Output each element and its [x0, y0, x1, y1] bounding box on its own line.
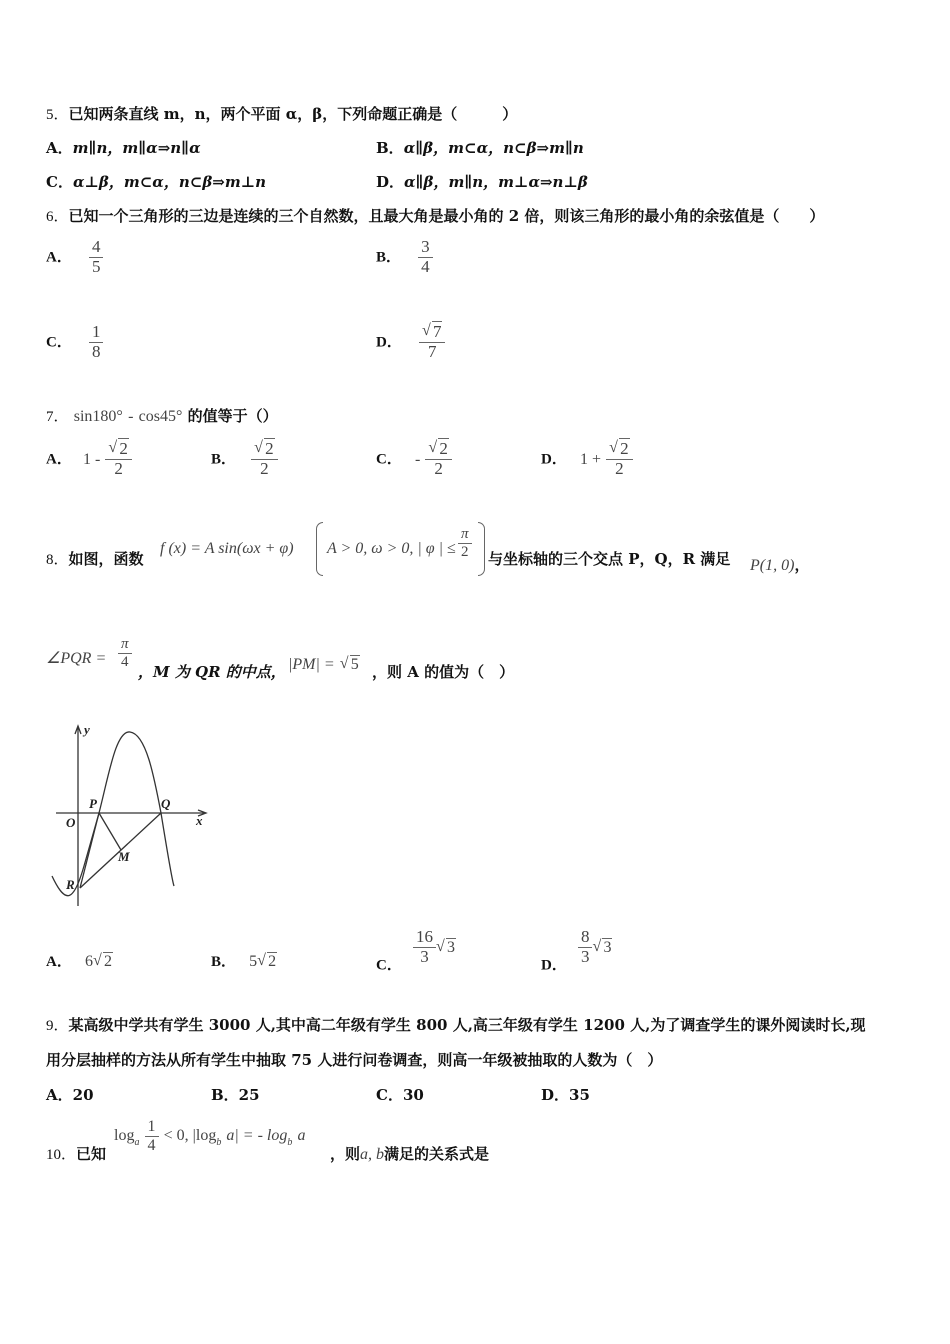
q10-expression: $\log_a$ $\frac{1}{4}$ < 0, $|\log_b$ a| = - $\log_b a$	[114, 1118, 306, 1154]
q6-option-b: B． $\frac{3}{4}$	[376, 238, 433, 276]
q8-stem-line2-mid: ，M 为 QR 的中点，	[138, 663, 286, 681]
q8-condition: A > 0, ω > 0, | φ | ≤	[327, 540, 456, 557]
q5-stem	[46, 103, 517, 124]
q5-number: 5．	[46, 107, 69, 123]
q5-option-c: C．α⊥β，m⊂α，n⊂β⇒m⊥n	[46, 173, 267, 191]
q5-option-a: A．m∥n，m∥α⇒n∥α	[46, 139, 201, 157]
q9-option-a: A．20	[46, 1086, 94, 1104]
q6-option-d: D． √ $\frac{7}{7}$	[376, 323, 445, 361]
q7-expr-sin: sin180°	[73, 408, 123, 425]
q8-right-paren	[478, 522, 485, 576]
q9-option-b: B．25	[211, 1086, 260, 1104]
q5-option-d: D．α∥β，m∥n，m⊥α⇒n⊥β	[376, 173, 588, 191]
q10-tail: ，则a, b满足的关系式是	[330, 1145, 490, 1163]
q9-option-d: D．35	[541, 1086, 590, 1104]
q8-left-paren	[316, 522, 323, 576]
figure-sine-curve	[52, 732, 174, 896]
q8-stem-line1: 8．如图，函数	[46, 550, 144, 568]
q6-number: 6．	[46, 209, 69, 225]
q8-stem-line2-tail: ，则 A 的值为（ ）	[372, 663, 515, 681]
q8-option-a: A． 6√ 2	[46, 950, 113, 971]
q7-option-c: C． - √ $\frac{2}{2}$	[376, 440, 452, 478]
figure-label-o: O	[66, 815, 76, 830]
figure-label-q: Q	[161, 796, 171, 811]
q8-pm: |PM| = √ 5	[288, 654, 360, 674]
figure-label-m: M	[118, 849, 130, 864]
figure-label-x: x	[196, 813, 203, 828]
q6-option-c: C． $\frac{1}{8}$	[46, 323, 103, 361]
q8-angle: ∠PQR =	[46, 650, 107, 667]
q8-figure	[44, 716, 224, 916]
q6-option-a: A． $\frac{4}{5}$	[46, 238, 103, 276]
q10-stem: 10．已知	[46, 1145, 107, 1163]
q8-option-d: D． $\frac{8}{3}$ √ 3	[541, 928, 612, 975]
q5-text: 已知两条直线 m，n，两个平面 α，β，下列命题正确是（ ）	[68, 105, 518, 123]
q8-point-p: P(1, 0)，	[750, 556, 810, 574]
q6-stem	[46, 205, 824, 226]
q7-expr-cos: cos45°	[138, 408, 183, 425]
q5-option-b: B．α∥β，m⊂α，n⊂β⇒m∥n	[376, 139, 584, 157]
q8-stem-mid: 与坐标轴的三个交点 P，Q，R 满足	[488, 550, 731, 568]
figure-label-y: y	[84, 722, 90, 737]
figure-segment-pr	[80, 813, 99, 888]
q7-option-d: D． 1 + √ $\frac{2}{2}$	[541, 440, 633, 478]
q9-option-c: C．30	[376, 1086, 424, 1104]
q9-stem-line2: 用分层抽样的方法从所有学生中抽取 75 人进行问卷调查，则高一年级被抽取的人数为（ ）	[46, 1051, 663, 1069]
q7-option-b: B． √ $\frac{2}{2}$	[211, 440, 278, 478]
q8-condition-frac: $\frac{\pi}{2}$	[458, 526, 472, 560]
figure-label-p: P	[89, 796, 97, 811]
q7-option-a: A． 1 - √ $\frac{2}{2}$	[46, 440, 132, 478]
figure-segment-pm	[99, 813, 121, 850]
q8-option-c: C． $\frac{16}{3}$ √ 3	[376, 928, 456, 975]
q6-text: 已知一个三角形的三边是连续的三个自然数，且最大角是最小角的 2 倍，则该三角形的最小角的余弦值是（ ）	[68, 207, 825, 225]
q8-angle-frac: $\frac{\pi}{4}$	[118, 636, 132, 670]
q8-function: f (x) = A sin(ωx + φ)	[160, 540, 294, 557]
q8-option-b: B． 5√ 2	[211, 950, 277, 971]
figure-label-r: R	[66, 877, 75, 892]
q9-stem-line1: 9．某高级中学共有学生 3000 人,其中高二年级有学生 800 人,高三年级有学生 1200 人,为了调查学生的课外阅读时长,现	[46, 1016, 866, 1034]
q7-stem: 7． sin180° - cos45° 的值等于（）	[46, 407, 278, 425]
